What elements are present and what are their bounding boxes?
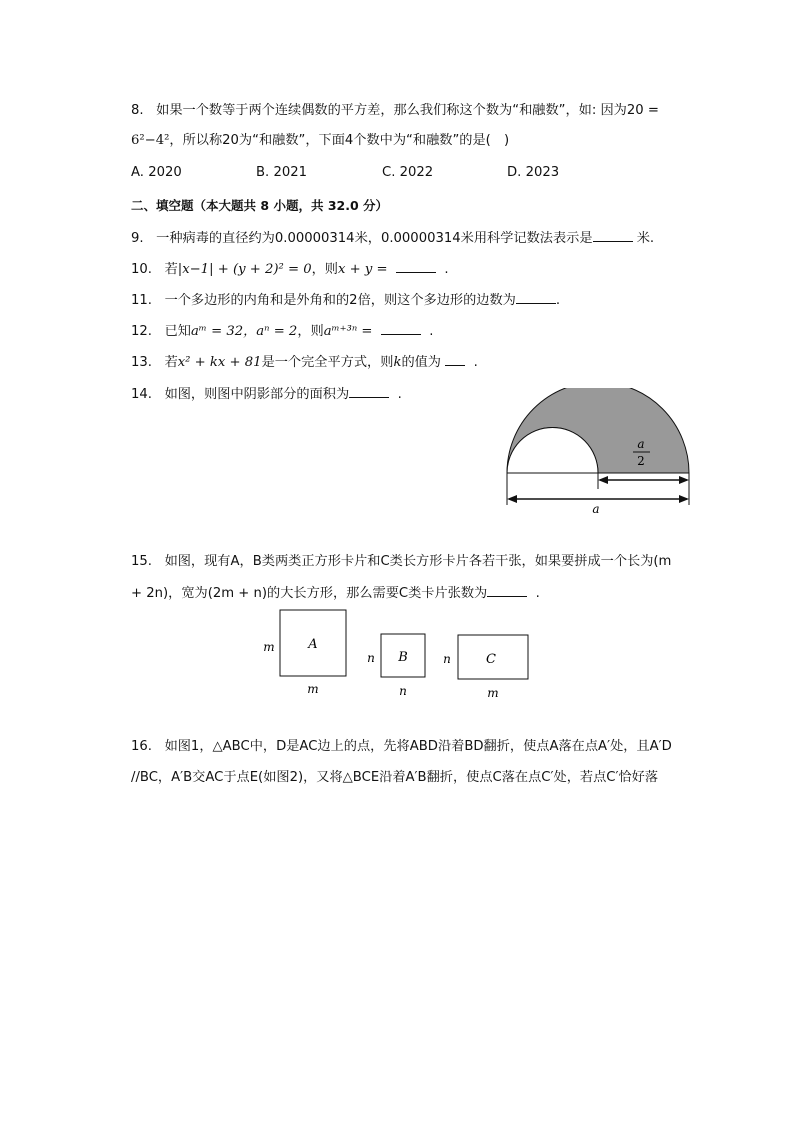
- q9-tail: 米.: [636, 231, 655, 246]
- q11-text: 一个多边形的内角和是外角和的2倍，则这个多边形的边数为: [164, 293, 516, 308]
- section-title: 二、填空题（本大题共: [131, 198, 257, 213]
- answer-blank[interactable]: [396, 259, 436, 273]
- q12-mid: ，则: [297, 324, 324, 339]
- q8-text: 如果一个数等于两个连续偶数的平方差，那么我们称这个数为“和融数”，如: 因为20 =: [156, 103, 659, 118]
- q13-text: 的值为: [401, 355, 441, 370]
- answer-blank[interactable]: [516, 290, 556, 304]
- q12-tail: .: [429, 324, 434, 339]
- q10-tail: .: [444, 262, 449, 277]
- option-value: 2022: [399, 165, 434, 180]
- q10-pre: 若: [164, 262, 178, 277]
- q13-math: x² + kx + 81: [177, 355, 262, 370]
- q16-text-2: //BC，A′B交AC于点E(如图2)，又将△BCE沿着A′B翻折，使点C落在点C′处，若点C′恰好落: [131, 770, 659, 785]
- card-b-label: B: [398, 650, 408, 665]
- card-a-label: A: [308, 637, 318, 652]
- card-c-label: C: [486, 652, 496, 667]
- q15-line1: [131, 552, 671, 572]
- q10-math-2: x + y =: [338, 262, 388, 277]
- q15-text: 如图，现有A，B类两类正方形卡片和C类长方形卡片各若干张，如果要拼成一个长为(m: [164, 554, 672, 569]
- q16-line2: [131, 768, 658, 788]
- option-label: A.: [131, 165, 144, 180]
- q13-number: 13.: [131, 355, 152, 370]
- arrowhead-icon: [507, 495, 517, 503]
- q10-mid: ，则: [311, 262, 338, 277]
- q10: [131, 259, 449, 280]
- q14-text: 如图，则图中阴影部分的面积为: [164, 387, 350, 402]
- section-heading: [131, 196, 388, 216]
- option-b[interactable]: [256, 165, 307, 180]
- option-value: 2020: [148, 165, 182, 180]
- option-label: D.: [507, 165, 522, 180]
- card-a-side: m: [263, 640, 275, 654]
- answer-blank[interactable]: [381, 321, 421, 335]
- q13-var: k: [393, 355, 402, 370]
- section-score: 32.0: [327, 198, 359, 213]
- option-value: 2021: [273, 165, 308, 180]
- q8-number: 8.: [131, 103, 144, 118]
- card-b-side: n: [367, 651, 375, 665]
- arrowhead-icon: [679, 495, 689, 503]
- option-c[interactable]: [382, 165, 433, 180]
- q9-number: 9.: [131, 231, 144, 246]
- section-count: 8: [260, 198, 270, 213]
- semicircle-figure: [500, 388, 700, 518]
- q10-number: 10.: [131, 262, 152, 277]
- label-half-denominator: 2: [637, 454, 645, 468]
- q12: [131, 321, 433, 342]
- q12-number: 12.: [131, 324, 152, 339]
- q8-math: 6²−4²: [131, 133, 170, 148]
- q9: [131, 228, 654, 249]
- q14: [131, 384, 402, 405]
- q16-number: 16.: [131, 739, 152, 754]
- card-b-bottom: n: [399, 684, 407, 698]
- q8-line1: [131, 101, 659, 121]
- option-label: C.: [382, 165, 396, 180]
- q8-text-2: ，所以称20为“和融数”，下面4个数中为“和融数”的是( ): [169, 133, 510, 148]
- q14-tail: .: [397, 387, 402, 402]
- q15-line2: [131, 583, 540, 604]
- arrowhead-icon: [679, 476, 689, 484]
- q11: [131, 290, 560, 311]
- section-mid: 小题，共: [273, 198, 324, 213]
- q15-number: 15.: [131, 554, 152, 569]
- q15-text-2: + 2n)，宽为(2m + n)的大长方形，那么需要C类卡片张数为: [131, 586, 488, 601]
- cards-figure: [258, 604, 538, 704]
- card-a-bottom: m: [307, 682, 319, 696]
- q16-line1: [131, 737, 672, 757]
- answer-blank[interactable]: [349, 384, 389, 398]
- q11-number: 11.: [131, 293, 152, 308]
- q14-number: 14.: [131, 387, 152, 402]
- option-label: B.: [256, 165, 270, 180]
- q12-pre: 已知: [164, 324, 191, 339]
- q13-tail: .: [473, 355, 478, 370]
- q13: [131, 352, 478, 373]
- q15-tail: .: [535, 586, 540, 601]
- q8-line2: [131, 131, 509, 151]
- q12-math-2: aᵐ⁺³ⁿ =: [323, 324, 373, 339]
- option-d[interactable]: [507, 165, 559, 180]
- card-c-bottom: m: [487, 686, 499, 700]
- section-end: 分）: [363, 198, 389, 213]
- answer-blank[interactable]: [487, 583, 527, 597]
- q13-pre: 若: [164, 355, 178, 370]
- q10-math: |x−1| + (y + 2)² = 0: [177, 262, 312, 277]
- q13-mid: 是一个完全平方式，则: [261, 355, 394, 370]
- option-value: 2023: [525, 165, 560, 180]
- arrowhead-icon: [598, 476, 608, 484]
- q12-math: aᵐ = 32，aⁿ = 2: [190, 324, 298, 339]
- answer-blank[interactable]: [445, 352, 465, 366]
- card-c-side: n: [443, 652, 451, 666]
- q9-text: 一种病毒的直径约为0.00000314米，0.00000314米用科学记数法表示是: [156, 231, 593, 246]
- q11-tail: .: [555, 293, 561, 308]
- q16-text: 如图1，△ABC中，D是AC边上的点，先将ABD沿着BD翻折，使点A落在点A′处，且A′D: [164, 739, 672, 754]
- label-a: a: [592, 502, 600, 516]
- option-a[interactable]: [131, 165, 182, 180]
- answer-blank[interactable]: [593, 228, 633, 242]
- label-half-numerator: a: [637, 437, 645, 451]
